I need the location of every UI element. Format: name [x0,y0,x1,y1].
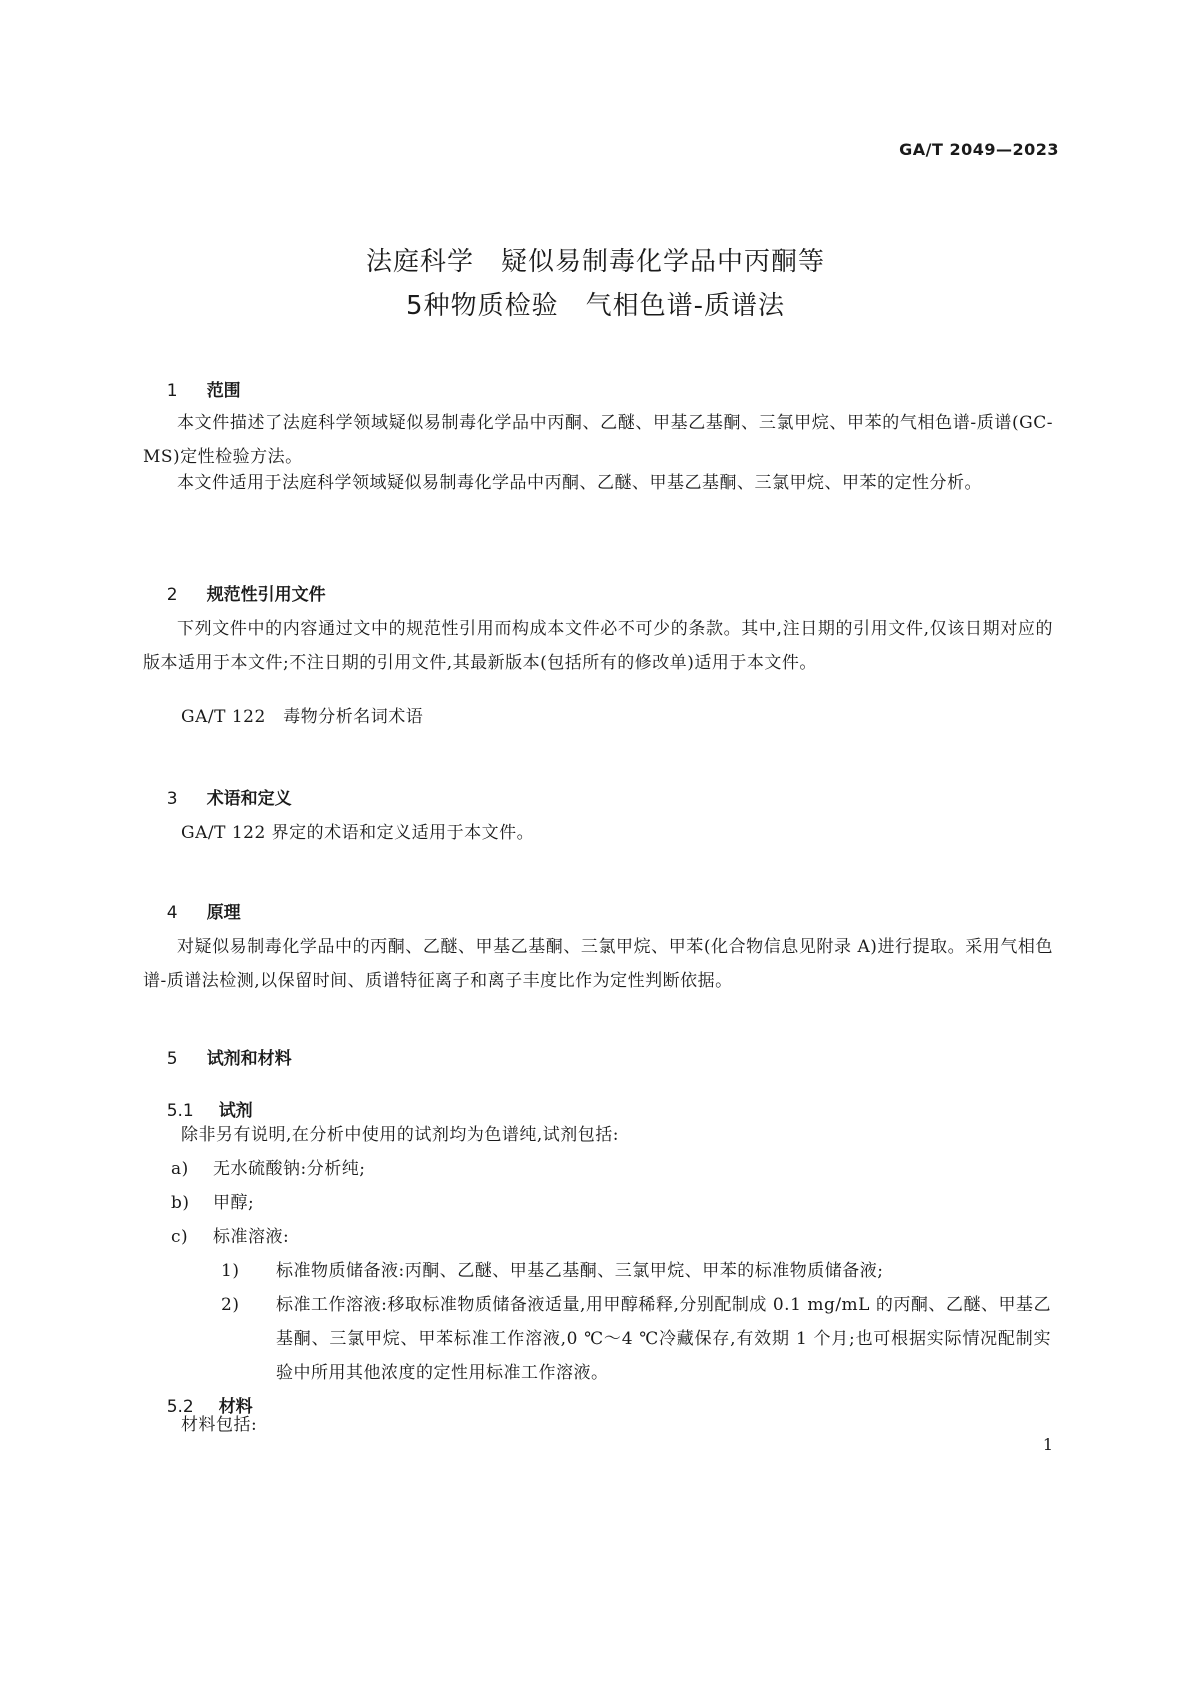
list-item [171,1186,254,1220]
document-title [0,240,1191,328]
materials-intro: 材料包括: [181,1415,258,1435]
list-item [171,1220,289,1254]
section-number: 5.1 [166,1101,194,1121]
section-title: 原理 [206,903,241,923]
section-number: 3 [166,789,178,809]
section-number: 1 [166,381,178,401]
list-marker: c) [171,1227,189,1247]
list-text: 甲醇; [213,1193,255,1213]
list-text: 标准工作溶液:移取标准物质储备液适量,用甲醇稀释,分别配制成 0.1 mg/mL 的丙酮、乙醚、甲基乙基酮、三氯甲烷、甲苯标准工作溶液,0 ℃～4 ℃冷藏保存,有效期 1 个月;也可根据实际情况配制实验中所用其他浓度的定性用标准工作溶液。 [276,1295,1051,1383]
section-title: 试剂和材料 [206,1049,292,1069]
document-number: GA/T 2049—2023 [899,140,1059,159]
list-item [171,1152,365,1186]
section-number: 4 [166,903,178,923]
section-title: 范围 [206,381,241,401]
sub-list-item [221,1254,1051,1288]
title-line-2: 5种物质检验 气相色谱-质谱法 [406,291,785,321]
normative-reference: GA/T 122 毒物分析名词术语 [181,707,424,727]
section-title: 规范性引用文件 [206,585,326,605]
section-title: 术语和定义 [206,789,292,809]
list-marker: a) [171,1159,189,1179]
list-text: 标准溶液: [213,1227,290,1247]
title-line-1: 法庭科学 疑似易制毒化学品中丙酮等 [365,247,825,277]
list-marker: b) [171,1193,190,1213]
section-2-paragraph-1: 下列文件中的内容通过文中的规范性引用而构成本文件必不可少的条款。其中,注日期的引用文件,仅该日期对应的版本适用于本文件;不注日期的引用文件,其最新版本(包括所有的修改单)适用于本文件。 [143,619,1053,673]
list-marker: 2) [221,1295,240,1315]
list-text: 无水硫酸钠:分析纯; [213,1159,366,1179]
section-title: 材料 [218,1397,253,1417]
section-1-paragraph-2: 本文件适用于法庭科学领域疑似易制毒化学品中丙酮、乙醚、甲基乙基酮、三氯甲烷、甲苯的定性分析。 [177,473,982,493]
section-number: 5.2 [166,1397,194,1417]
section-number: 5 [166,1049,178,1069]
section-1-paragraph-1: 本文件描述了法庭科学领域疑似易制毒化学品中丙酮、乙醚、甲基乙基酮、三氯甲烷、甲苯的气相色谱-质谱(GC-MS)定性检验方法。 [143,413,1053,467]
section-number: 2 [166,585,178,605]
section-4-paragraph-1: 对疑似易制毒化学品中的丙酮、乙醚、甲基乙基酮、三氯甲烷、甲苯(化合物信息见附录 A)进行提取。采用气相色谱-质谱法检测,以保留时间、质谱特征离子和离子丰度比作为定性判断依据。 [143,937,1053,991]
list-text: 标准物质储备液:丙酮、乙醚、甲基乙基酮、三氯甲烷、甲苯的标准物质储备液; [276,1261,884,1281]
sub-list-item [221,1288,1051,1390]
reagents-intro: 除非另有说明,在分析中使用的试剂均为色谱纯,试剂包括: [181,1125,620,1145]
page-number: 1 [1042,1435,1053,1454]
section-title: 试剂 [218,1101,253,1121]
list-marker: 1) [221,1261,240,1281]
section-3-paragraph-1: GA/T 122 界定的术语和定义适用于本文件。 [181,823,535,843]
